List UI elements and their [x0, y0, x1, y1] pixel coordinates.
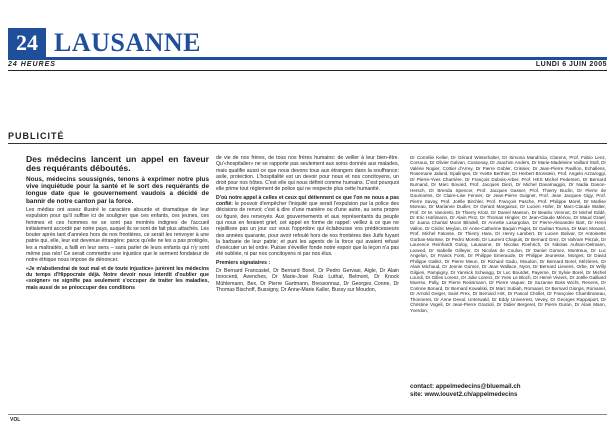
article-paragraph: «Je m'abstiendrai de tout mal et de toute injustice» jurèrent les médecins du temps d'Hippocrate déjà. Notre devoir nous interdit d'oublier que «soigner» ne signifie pas seulement s'occuper de traiter les maladies, mais aussi de se préoccuper des conditions — [26, 265, 209, 291]
subheader-rule — [8, 70, 607, 71]
contact-website: site: www.louvet2.ch/appelmedecins — [410, 391, 518, 398]
article-paragraph-lead: D'où notre appel à celles et ceux qui détiennent ce que l'on ne nous a pas confié: — [216, 194, 399, 208]
signatories-list: Dr Cornélie Keller, Dr Gérard Winterhalter, Dr Simona Mandricia, Clarens, Prof. Fabio Lenz, Corsoux, Dr Olivier Galvan, Cossonay, Dr Joachim Anders, Dr Marie-Madeleine Vaillant Stoll, Dr Valérie Nogier, Cottier d'Arrey, Dr Pierre Gobler, Crissier, Dr Jean-Pierre Pavillon, Echallens, Rosemarie Jaland, Epalinges, Dr Yvette Berthier, Dr Herbert Bronstein, Prof. Angelo Azzaroggi, Dr Pierre-Yves Charrière, Dr François Dubois-Arber, Prof. HES Michel Pedersen, Dr Bernard Burnand, Dr Marc Bovard, Prof. Jacques Diezi, Dr Michel Davarnaggio, Dr Nadia Danon-Hersch, Dr Brenda Spencer, Prof. Jacques Gasser, Prof. Thierry Buclin, Dr Pierre de Goumoëns, Dr Claire-Lise Fenner, Dr Jean-Pierre Guignet, Prof. Jean Jacques Gigy, Prof. Pierre Savoy, Prof. Joëlle Birchler, Prof. François Pasche, Prof. Philippe Morel, Dr Marlise Moreau, Dr Marianne Dudler, Dr Gerard Margairaz, Dr Lucien Hofer, Dr Marc-Claude Walter, Prof. Dr M. Vanoretti, Dr Thierry Klotz, Dr Daniel Maeson, Dr Beatrix Viennot, Dr Michel Eddé, Dr Eric Hürlimann, Dr Alain Pinz, Dr Thomas Hingler, Dr Jean-Claude Ménou, Dr Maud Graef, Dr Juana Chantal Moon Blindell, Dr Annette Lasurgolan, Dr Pierre-Alexandre Bart, Dr Henri Vallon, Dr Cédric Meylan, Dr Anne-Catherine Baquin Paget, Dr Gaétan Touma, Dr Marc Monard, Prof. Michel Fatosse, Dr Thierry Hara, Dr Henry Lambert, Dr Lucien Bolivar, Dr Antoinette Gorban-Morisse, Dr Pedro Moretti, Dr Laurent Chapuis, Dr Bernard Grez, Dr Vahram Pinzuk, Dr Laurence Reinhardt Goloy, Lausanne, Dr Nicolas Roehrich, Dr Nikolas Aufsan-Oelmann, Leaved, Dr Isabelle Gilleyer, Dr Nicolas de Coulon, Dr Daniel Gomez, Montreux, Dr Luc Angelon, Dr Franck Fonti, Dr Philippe Emeraude, Dr Philippe Jeunesse, Morges, Dr David Philippe Gallez, Dr Pierre Meun, Dr Richard Gadu, Moudon, Dr Bernard Borel, Mézières, Dr Alain Michaud, Dr Jennie Gomez, Dr Jean Wallace, Nyon, Dr Bernard Lievens, Orbe, Dr Willy Gilgien, Pampigny, Dr Yannick Schwagg, Dr Luc Bourdet, Payerne, Dr Sylvie Borel, Dr Michel Lourdi, Dr Gilles Lorenz, Dr Julie Lorenz, Dr Yves Le Bloch, Dr Hervé Viviers, Dr Joëlle Gailliard Muerso, Pully, Dr Pierre Reissmann, Dr Pierre Vaquer, Dr Suzanne Boss Wicht, Renens, Dr Corinne Bonard, Dr Bernard Kowalski, Dr Marc Subiah, Romanel, Dr Bernard Giorgis, Romanel, Dr Arnold Geiger, Saint Prex, Dr Bernard Hirt, Dr Pascal Chollet, Dr Françoise Chambraneau, Thonneret, Dr Anne Deval, Unterwald, Dr Eddy Univerrest, Vevey, Dr Georges Rappaport, Dr Christine Vogeli, Dr Jean-Pierre Grazioli, Dr Didier Bergeret, Dr Pierre Duran, Dr Alain Mann, Yverdon, — [410, 155, 606, 313]
article-lead: Nous, médecins soussignés, tenons à exprimer notre plus vive inquiétude pour la santé et le sort des requérants de longue date que le gouvernement vaudois a décidé de bannir de notre canton par la force. — [26, 175, 209, 205]
article-paragraph: Les médias ont assez illustré le caractère absurde et dramatique de leur expulsion pour qu'il suffise ici de souligner que ces enfants, ces jeunes, ces femmes et ces hommes ne se sont pas montrés indignes de l'accueil initialement accordé par notre pays, auquel ils se sont de fait plus attachés. Les bouter après tant d'années hors de nos frontières, ce serait les renvoyer à une patrie qui, elle, leur est devenue étrangère: parce qu'elle ne les a pas protégés, les a maltraités, a failli en leur sens – sans parler de leurs enfants qui n'y sont même pas nés! Ce serait commettre une injustice que le serment fondateur de notre éthique nous impose de dénoncer. — [26, 207, 209, 264]
contact-email: contact: appelmedecins@bluemail.ch — [410, 383, 521, 390]
signatories-list: Dr Bernard Francastel, Dr Bernard Borel, Dr Pedro Gervasi, Aigle, Dr Alain Innocenti, Avenches, Dr Marie-José Ruiz Luthal, Belmont, Dr Knock Mühlemann, Bex, Dr Pierre Gartmann, Bressonnaz, Dr Georges Conne, Dr Thomas Bischoff, Bussigny, Dr Anne-Marie Kaller, Bussy sur Moudon, — [216, 268, 399, 293]
advertisement-label: PUBLICITÉ — [8, 131, 65, 141]
article-column-1 — [26, 155, 209, 293]
article-column-2 — [216, 155, 399, 295]
section-title: LAUSANNE — [54, 28, 202, 57]
contact-block — [410, 383, 606, 399]
article-column-3 — [410, 155, 606, 315]
issue-date: LUNDI 6 JUIN 2005 — [535, 61, 607, 68]
footer-rule — [8, 414, 607, 415]
advertisement-rule — [8, 143, 607, 144]
article-paragraph: le pouvoir d'empêcher l'iniquité que serait l'expulsion par la police des décisions de renvoi; c'est à dire d'une manière ou d'une autre, au sens propre ou figuré, des renvoyés. Aux gouvernements et aux représentants du peuple qui nous en feraient grief, cet appel en forme de rappel: veillez à ce que ne rejaillisse pas un jour sur vous l'opprobre qui éclabousse vos prédécesseurs des années quarante, pour avoir refoulé hors de nos frontières des Juifs fuyant la barbarie de leur patrie; et puni les agents de la force qui avaient refusé d'exécuter un tel ordre. Puisse s'éveiller fonde notre espoir que la leçon n'a pas été oubliée, ni par nos concitoyens ni par nos élus. — [216, 201, 399, 258]
folio: VOL — [10, 417, 21, 423]
page-number: 24 — [8, 28, 46, 58]
page-header — [8, 28, 607, 58]
article-headline: Des médecins lancent un appel en faveur des requérants déboutés. — [26, 154, 209, 174]
header-rule — [8, 57, 607, 60]
publication-name: 24 HEURES — [8, 61, 56, 68]
signatories-title: Premiers signataires : — [216, 259, 271, 266]
article-paragraph: de vie de nos frères, de tous nos frères humains: de veiller à leur bien-être. Qu'«hospitalier» ne se rapporte pas seulement aux soins donnés aux malades, mais qualifie aussi ce que nous devons tous aux étrangers dans la souffrance: asile, protection. L'hospitalité est un devoir pour nous et nos concitoyens, un droit pour nos hôtes. C'est elle qui nous définit comme humains. C'est pourquoi elle prime tout règlement de police qui ne respecte plus cette humanité. — [216, 155, 399, 193]
